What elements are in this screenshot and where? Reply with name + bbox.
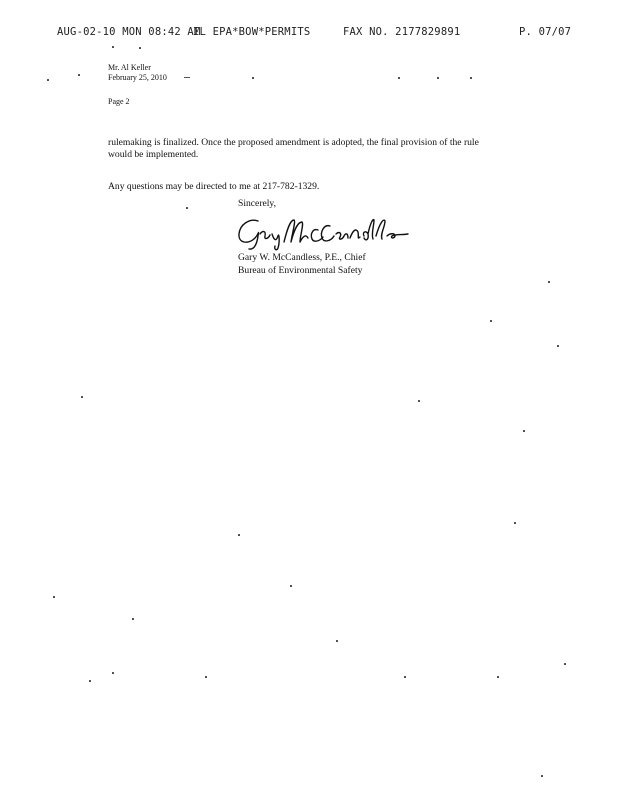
scan-speck [490, 320, 492, 322]
fax-page-number: P. 07/07 [519, 26, 572, 38]
scan-speck [564, 663, 566, 665]
signer-title: Bureau of Environmental Safety [238, 265, 363, 276]
signer-name: Gary W. McCandless, P.E., Chief [238, 252, 366, 263]
recipient-name: Mr. Al Keller [108, 63, 151, 72]
scan-speck [252, 77, 254, 79]
closing: Sincerely, [238, 198, 277, 209]
scan-speck [514, 522, 516, 524]
page-label: Page 2 [108, 97, 130, 106]
scan-speck [398, 77, 400, 79]
signer-block [238, 251, 366, 277]
scan-speck [53, 596, 55, 598]
body-paragraph-1: rulemaking is finalized. Once the proposed amendment is adopted, the final provision of the rule would be implemented. [108, 137, 479, 160]
scan-speck [557, 345, 559, 347]
scan-speck [548, 281, 550, 283]
scan-speck [205, 676, 207, 678]
scan-speck [404, 676, 406, 678]
fax-sender: IL EPA*BOW*PERMITS [193, 26, 311, 38]
scan-speck [470, 77, 472, 79]
scan-speck [112, 672, 114, 674]
letter-date: February 25, 2010 [108, 73, 167, 82]
scan-speck [523, 430, 525, 432]
scan-speck [238, 534, 240, 536]
scan-speck [437, 77, 439, 79]
body-paragraph-2: Any questions may be directed to me at 217-782-1329. [108, 181, 320, 192]
scan-mark [184, 77, 190, 78]
fax-header [0, 26, 619, 42]
scan-speck [89, 680, 91, 682]
signature-icon [232, 212, 412, 252]
scan-speck [132, 618, 134, 620]
scan-speck [81, 396, 83, 398]
scan-speck [541, 775, 543, 777]
scan-speck [78, 74, 80, 76]
scan-speck [47, 79, 49, 81]
scan-speck [336, 640, 338, 642]
scan-speck [186, 207, 188, 209]
recipient-block [108, 63, 167, 83]
scan-speck [290, 585, 292, 587]
fax-date-time: AUG-02-10 MON 08:42 AM [57, 26, 201, 38]
letter-body [108, 137, 503, 193]
scan-speck [418, 400, 420, 402]
scan-speck [112, 46, 114, 48]
fax-number: FAX NO. 2177829891 [343, 26, 461, 38]
scan-speck [139, 47, 141, 49]
scan-speck [497, 676, 499, 678]
